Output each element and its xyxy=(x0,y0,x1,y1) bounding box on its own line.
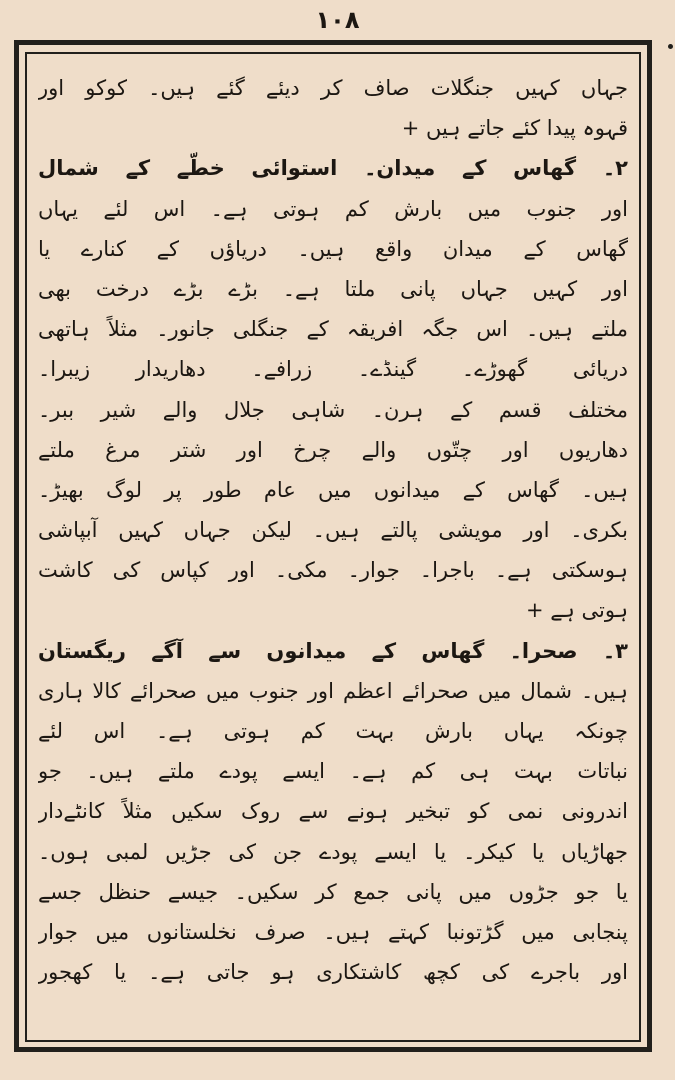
text-line: قہوہ پیدا کئے جاتے ہیں + xyxy=(401,116,628,141)
text-line: یا جو جڑوں میں پانی جمع کر سکیں۔ جیسے حنظل جسے xyxy=(38,879,628,904)
text-line: ہوسکتی ہے۔ باجرا۔ جوار۔ مکی۔ اور کپاس کی کاشت xyxy=(38,558,628,583)
text-line: پنجابی میں گڑتونبا کہتے ہیں۔ صرف نخلستانوں میں جوار xyxy=(38,919,628,944)
text-line: ہوتی ہے + xyxy=(525,598,628,623)
text-line: اندرونی نمی کو تبخیر ہونے سے روک سکیں مثلاً کانٹےدار xyxy=(38,799,628,824)
section-heading-grasslands: ۲۔ گھاس کے میدان۔ استوائی خطّے کے شمال xyxy=(38,156,628,181)
body-text xyxy=(38,68,628,1040)
text-line: چونکہ یہاں بارش بہت کم ہوتی ہے۔ اس لئے xyxy=(38,719,628,743)
text-line: مختلف قسم کے ہرن۔ شاہی جلال والے شیر ببر۔ xyxy=(38,397,628,422)
text-line: دھاریوں اور چتّوں والے چرخ اور شتر مرغ ملتے xyxy=(38,437,628,462)
text-line: اور جنوب میں بارش کم ہوتی ہے۔ اس لئے یہاں xyxy=(38,196,628,221)
text-line: اور کہیں جہاں پانی ملتا ہے۔ بڑے بڑے درخت بھی xyxy=(38,276,628,301)
text-line: گھاس کے میدان واقع ہیں۔ دریاؤں کے کنارے یا xyxy=(38,236,628,261)
text-line: جہاں کہیں جنگلات صاف کر دیئے گئے ہیں۔ کوکو اور xyxy=(38,76,628,100)
text-line: جھاڑیاں یا کیکر۔ یا ایسے پودے جن کی جڑیں لمبی ہوں۔ xyxy=(38,839,628,864)
text-line: اور باجرے کی کچھ کاشتکاری ہو جاتی ہے۔ یا کھجور xyxy=(38,960,628,985)
text-line: دریائی گھوڑے۔ گینڈے۔ زرافے۔ دھاریدار زیبرا۔ xyxy=(38,357,628,382)
text-line: ہیں۔ شمال میں صحرائے اعظم اور جنوب میں صحرائے کالا ہاری xyxy=(38,678,628,703)
text-line: بکری۔ اور مویشی پالتے ہیں۔ لیکن جہاں کہیں آبپاشی xyxy=(38,518,628,543)
text-line: ملتے ہیں۔ اس جگہ افریقہ کے جنگلی جانور۔ مثلاً ہاتھی xyxy=(38,317,628,342)
text-line: نباتات بہت ہی کم ہے۔ ایسے پودے ملتے ہیں۔ جو xyxy=(38,759,628,784)
page-number: ۱۰۸ xyxy=(315,6,360,34)
section-heading-desert: ۳۔ صحرا۔ گھاس کے میدانوں سے آگے ریگستان xyxy=(38,638,628,663)
text-line: ہیں۔ گھاس کے میدانوں میں عام طور پر لوگ بھیڑ۔ xyxy=(38,477,628,502)
border-corner-mark xyxy=(668,44,673,49)
